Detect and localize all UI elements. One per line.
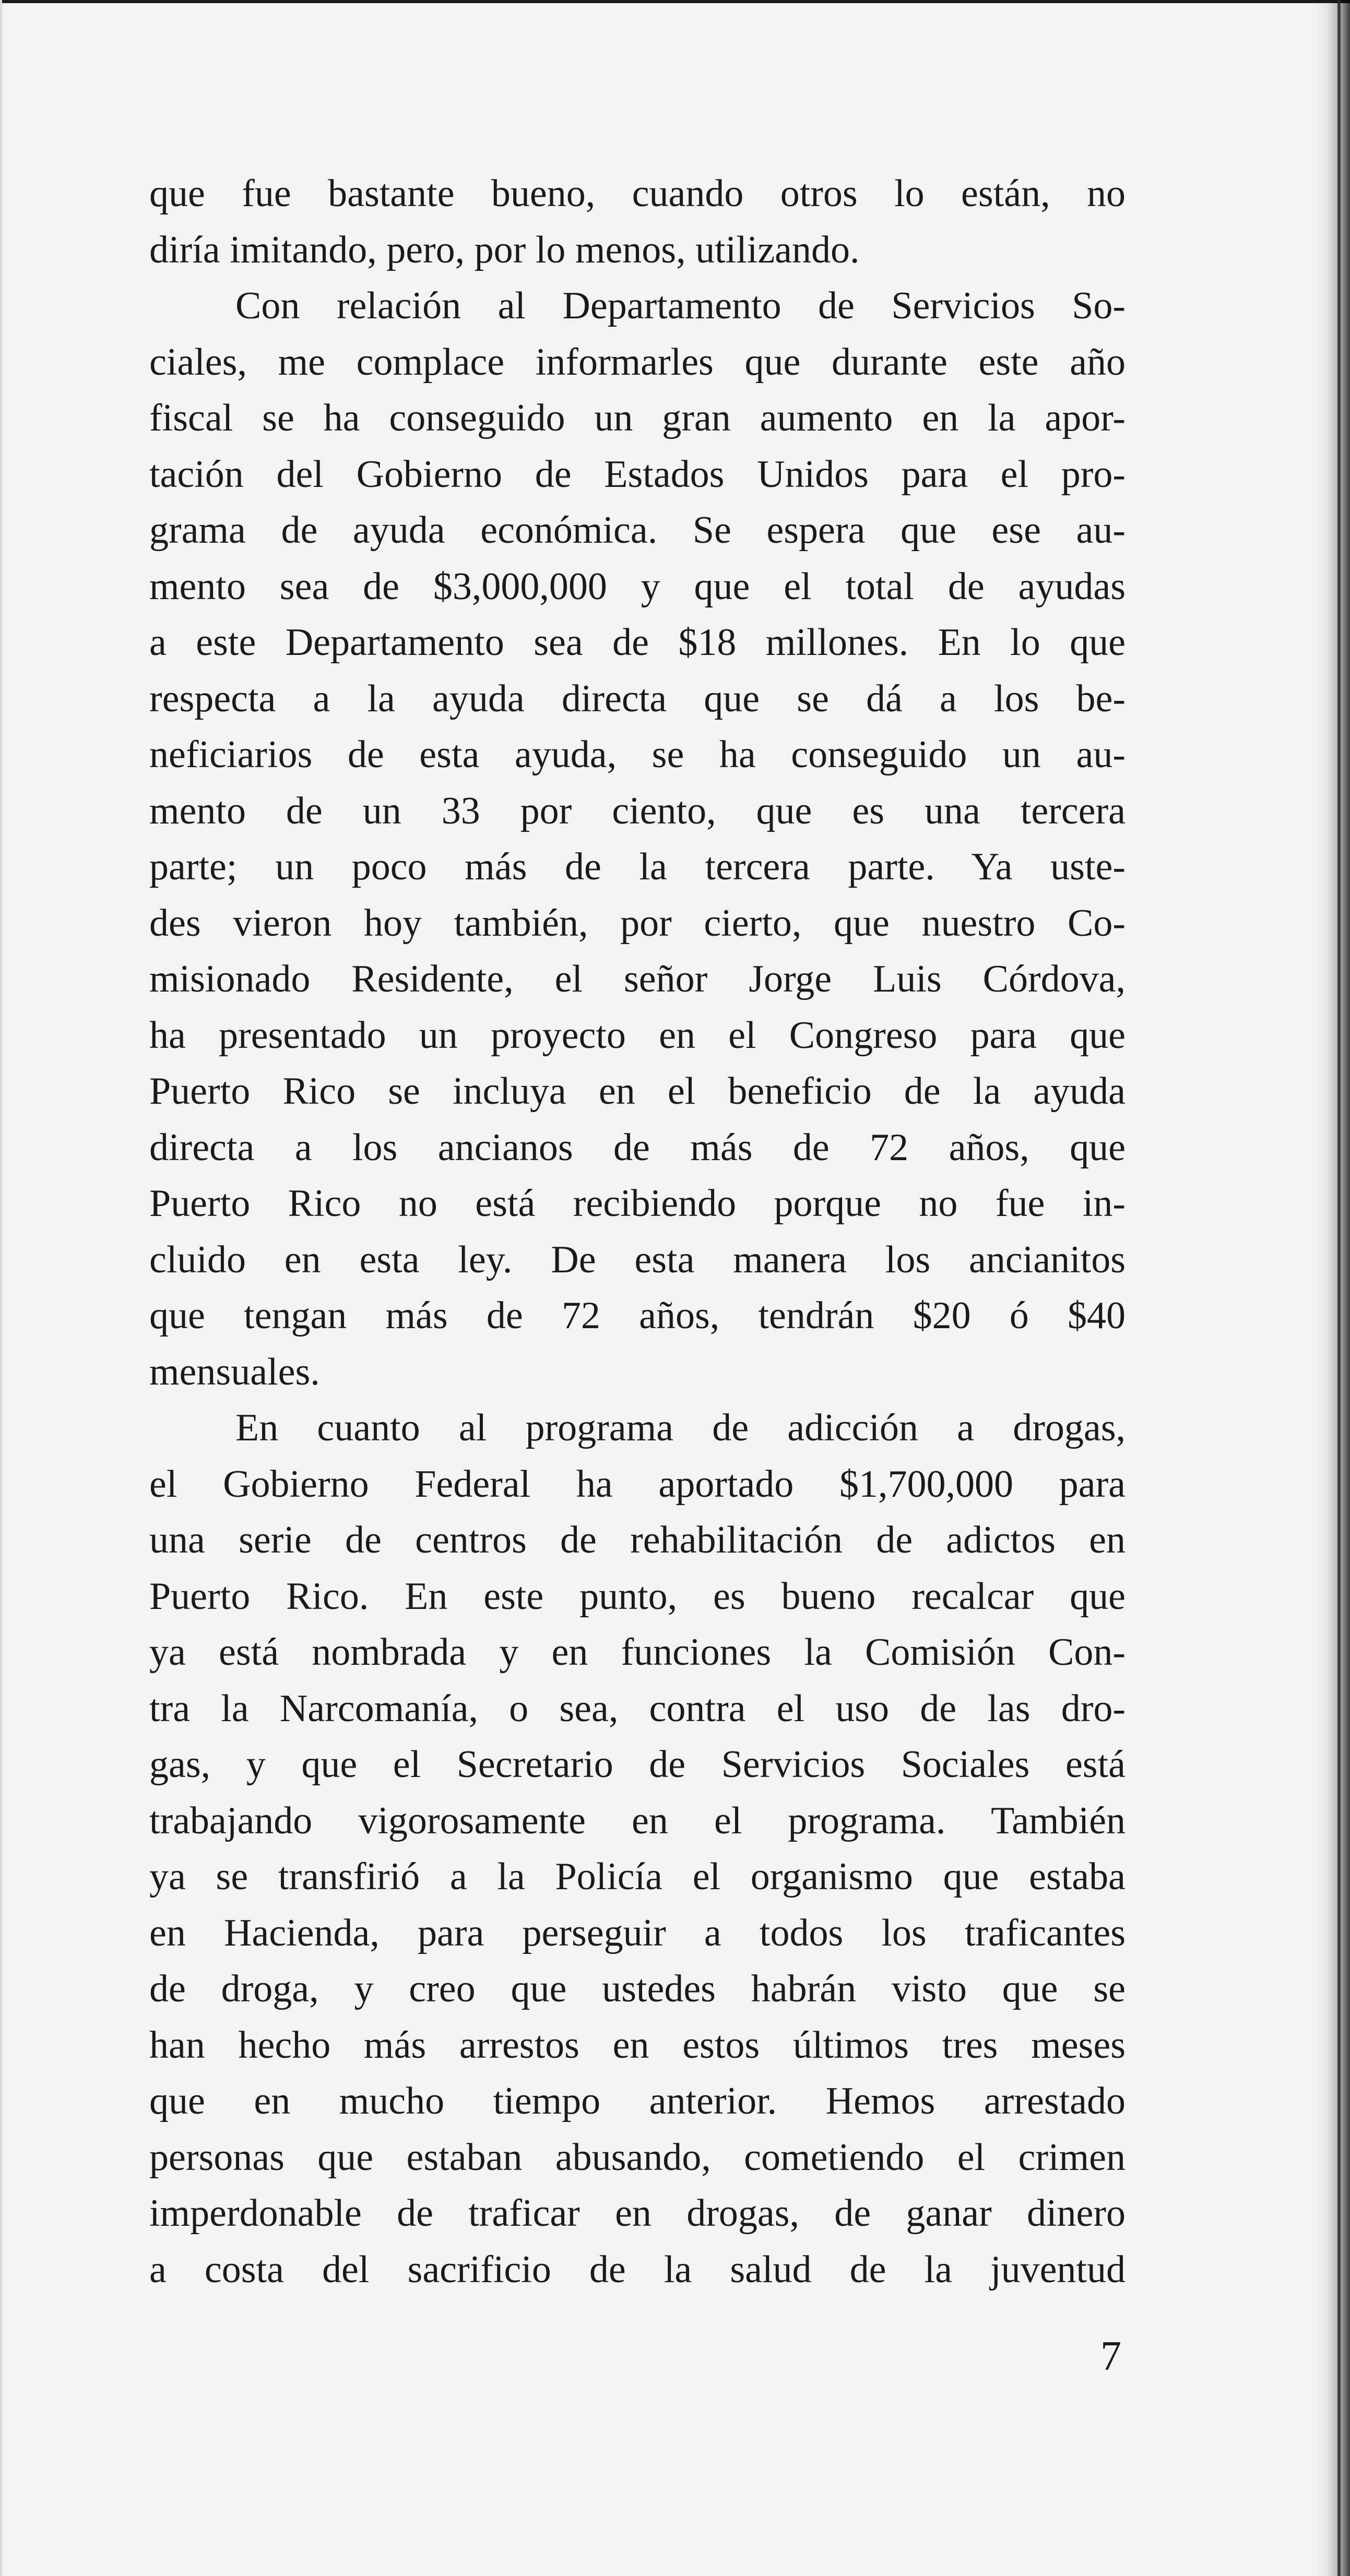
text-line: respecta a la ayuda directa que se dá a los be- xyxy=(149,677,1126,720)
text-line: ciales, me complace informarles que durante este año xyxy=(149,340,1126,384)
text-line: tra la Narcomanía, o sea, contra el uso de las dro- xyxy=(149,1687,1126,1730)
text-line: personas que estaban abusando, cometiendo el crimen xyxy=(149,2136,1126,2179)
text-line: que fue bastante bueno, cuando otros lo están, no xyxy=(149,172,1126,215)
text-line: mento de un 33 por ciento, que es una tercera xyxy=(149,789,1126,832)
page-number: 7 xyxy=(1100,2333,1121,2379)
text-line: directa a los ancianos de más de 72 años, que xyxy=(149,1126,1126,1169)
text-line: que tengan más de 72 años, tendrán $20 ó $40 xyxy=(149,1294,1126,1337)
text-line: misionado Residente, el señor Jorge Luis Córdova, xyxy=(149,958,1126,1000)
text-line: Puerto Rico se incluya en el beneficio de la ayuda xyxy=(149,1070,1126,1113)
body-text xyxy=(149,166,1126,2298)
text-line: mensuales. xyxy=(149,1350,320,1393)
text-line: mento sea de $3,000,000 y que el total de ayudas xyxy=(149,565,1126,608)
text-line: En cuanto al programa de adicción a drogas, xyxy=(235,1406,1126,1449)
text-line: fiscal se ha conseguido un gran aumento en la apor- xyxy=(149,397,1126,439)
text-line: neficiarios de esta ayuda, se ha conseguido un au- xyxy=(149,733,1126,776)
text-line: gas, y que el Secretario de Servicios Sociales está xyxy=(149,1743,1126,1786)
binding-edge xyxy=(1337,0,1341,2576)
text-line: de droga, y creo que ustedes habrán visto que se xyxy=(149,1967,1126,2010)
binding-shadow xyxy=(1313,0,1350,2576)
text-line: Con relación al Departamento de Servicios So- xyxy=(235,284,1126,327)
text-line: imperdonable de traficar en drogas, de ganar dinero xyxy=(149,2192,1126,2235)
text-line: grama de ayuda económica. Se espera que ese au- xyxy=(149,509,1126,552)
paragraph-2 xyxy=(149,278,1126,1400)
text-line: parte; un poco más de la tercera parte. Ya uste- xyxy=(149,845,1126,888)
text-line: ha presentado un proyecto en el Congreso para que xyxy=(149,1013,1126,1057)
text-line: ya está nombrada y en funciones la Comisión Con- xyxy=(149,1631,1126,1674)
text-line: trabajando vigorosamente en el programa. También xyxy=(149,1799,1126,1842)
text-line: tación del Gobierno de Estados Unidos para el pro- xyxy=(149,452,1126,496)
text-line: una serie de centros de rehabilitación de adictos en xyxy=(149,1519,1126,1561)
text-line: el Gobierno Federal ha aportado $1,700,000 para xyxy=(149,1462,1126,1506)
text-line: Puerto Rico. En este punto, es bueno recalcar que xyxy=(149,1575,1126,1618)
text-line: en Hacienda, para perseguir a todos los traficantes xyxy=(149,1911,1126,1954)
paragraph-1 xyxy=(149,166,1126,278)
text-line: a costa del sacrificio de la salud de la juventud xyxy=(149,2248,1126,2291)
text-line: diría imitando, pero, por lo menos, utilizando. xyxy=(149,228,860,271)
text-line: ya se transfirió a la Policía el organismo que estaba xyxy=(149,1855,1126,1898)
text-line: a este Departamento sea de $18 millones. En lo que xyxy=(149,621,1126,664)
text-line: han hecho más arrestos en estos últimos tres meses xyxy=(149,2023,1126,2067)
page-top-edge xyxy=(0,0,1350,3)
text-line: que en mucho tiempo anterior. Hemos arrestado xyxy=(149,2080,1126,2122)
text-line: des vieron hoy también, por cierto, que nuestro Co- xyxy=(149,901,1126,945)
paragraph-3 xyxy=(149,1400,1126,2298)
text-line: cluido en esta ley. De esta manera los ancianitos xyxy=(149,1238,1126,1281)
text-line: Puerto Rico no está recibiendo porque no fue in- xyxy=(149,1182,1126,1225)
page-left-edge xyxy=(0,0,2,2576)
